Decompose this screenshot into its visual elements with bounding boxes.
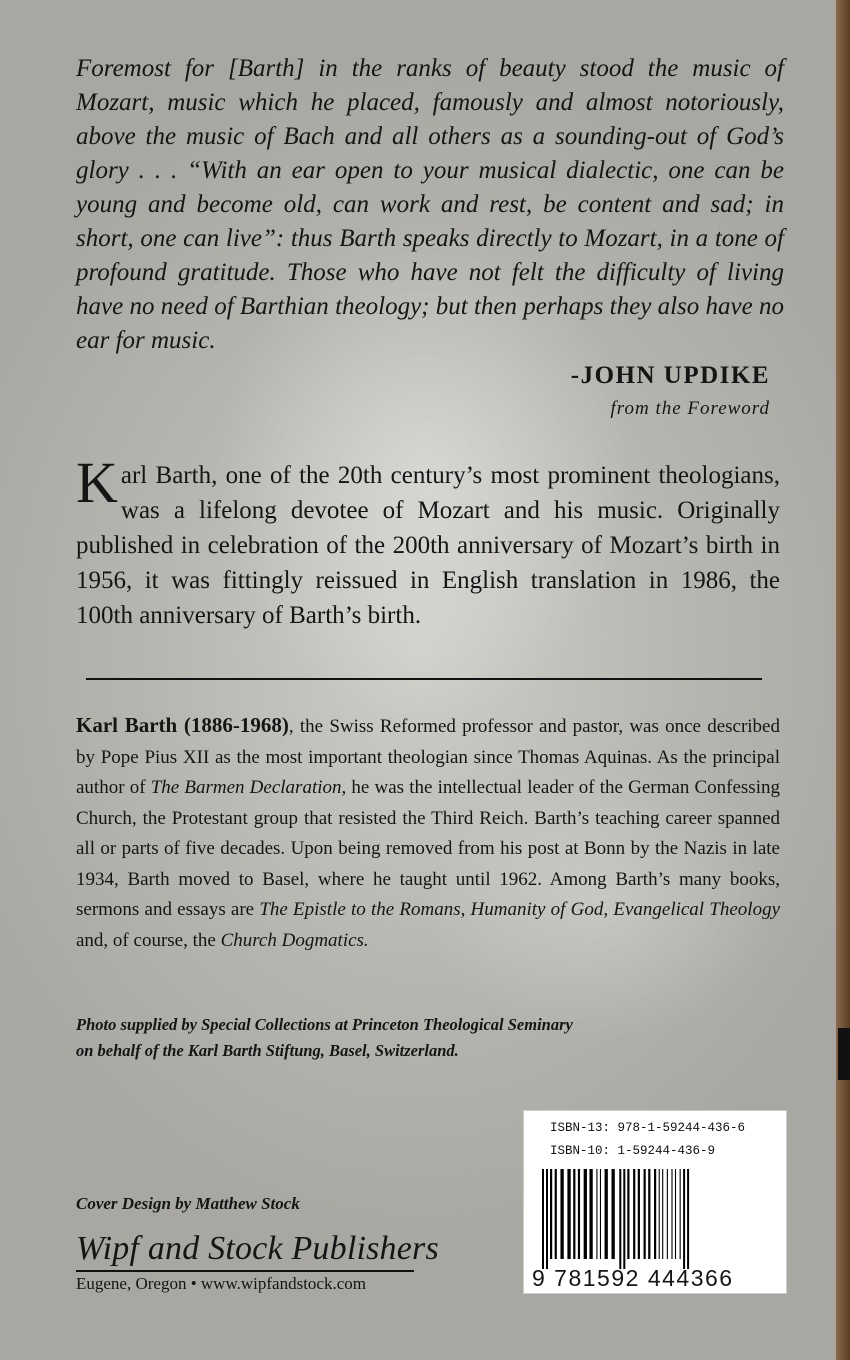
barcode-bar xyxy=(589,1169,592,1259)
barcode-bar xyxy=(573,1169,575,1259)
isbn-13: ISBN-13: 978-1-59244-436-6 xyxy=(550,1121,746,1135)
barcode-bar xyxy=(623,1169,625,1269)
bio-name: Karl Barth (1886-1968) xyxy=(76,713,289,737)
quote-source: from the Foreword xyxy=(610,398,770,419)
cover-design-credit: Cover Design by Matthew Stock xyxy=(76,1194,300,1213)
barcode-bar xyxy=(612,1169,615,1259)
isbn-10: ISBN-10: 1-59244-436-9 xyxy=(550,1144,716,1158)
barcode-bar xyxy=(671,1169,672,1259)
barcode-bar xyxy=(546,1169,548,1269)
barcode-bar xyxy=(596,1169,597,1259)
bio-text: , he was the intellectual leader of the German Confessing Church, the Protestant group that resisted the Third Reich. Barth’s teaching career spanned all or parts of five decades. Upon being removed from his post at Bonn by the Nazis in late 1934, Barth moved to Basel, where he taught until 1962. Among Barth’s many books, sermons and essays are xyxy=(76,777,780,920)
drop-cap: K xyxy=(76,450,118,515)
bio-text: and, of course, the xyxy=(76,929,221,951)
bio-work-title: Church Dogmatics. xyxy=(220,929,369,951)
barcode-panel xyxy=(523,1110,787,1294)
ean-digits: 9 781592 444366 xyxy=(532,1265,734,1291)
barcode-bar xyxy=(687,1169,689,1269)
author-bio xyxy=(76,710,780,956)
barcode-bar xyxy=(654,1169,656,1259)
bio-text: , the Swiss Reformed professor and pastor, was once described by Pope Pius XII as the most important theologian since Thomas Aquinas. As the principal author of xyxy=(76,716,780,798)
publisher-address: Eugene, Oregon • www.wipfandstock.com xyxy=(76,1274,366,1293)
updike-quote: Foremost for [Barth] in the ranks of beauty stood the music of Mozart, music which he placed, famously and almost notoriously, above the music of Bach and all others as a sounding-out of God’s glory . . . “With an ear open to your musical dialectic, one can be young and become old, can work and rest, be content and sad; in short, one can live”: thus Barth speaks directly to Mozart, in a tone of profound gratitude. Those who have not felt the difficulty of living have no need of Barthian theology; but then perhaps they also have no ear for music. xyxy=(76,55,784,354)
bio-text: , xyxy=(603,899,614,920)
barcode-bar xyxy=(560,1169,563,1259)
publisher-logo: Wipf and Stock Publishers xyxy=(76,1230,439,1267)
divider-rule xyxy=(86,678,762,680)
barcode-bar xyxy=(680,1169,681,1259)
spine-mark xyxy=(838,1028,850,1080)
barcode-bar xyxy=(627,1169,629,1259)
barcode-bar xyxy=(619,1169,621,1269)
barcode-bar xyxy=(633,1169,635,1259)
barcode-bar xyxy=(578,1169,580,1259)
barcode-bar xyxy=(550,1169,552,1259)
bio-text: , xyxy=(460,899,471,920)
bio-work-title: The Barmen Declaration xyxy=(150,777,342,798)
photo-credit xyxy=(76,1012,716,1064)
barcode-bar xyxy=(667,1169,668,1259)
barcode-bar xyxy=(555,1169,557,1259)
photo-credit-line: on behalf of the Karl Barth Stiftung, Basel, Switzerland. xyxy=(76,1041,459,1060)
quote-author: -JOHN UPDIKE xyxy=(570,362,770,389)
publisher-underline xyxy=(76,1270,414,1272)
barcode-bar xyxy=(605,1169,608,1259)
intro-paragraph xyxy=(76,450,780,633)
bio-work-title: The Epistle to the Romans xyxy=(259,899,461,920)
barcode-bar xyxy=(675,1169,676,1259)
barcode-bar xyxy=(638,1169,640,1259)
intro-text: arl Barth, one of the 20th century’s most prominent theologians, was a lifelong devotee of Mozart and his music. Originally published in celebration of the 200th anniversary of Mozart’s birth in 1956, it was fittingly reissued in English translation in 1986, the 100th anniversary of Barth’s birth. xyxy=(76,462,780,629)
bio-work-title: Humanity of God xyxy=(470,899,604,920)
spine-edge xyxy=(836,0,850,1360)
barcode-bar xyxy=(542,1169,544,1269)
barcode-bar xyxy=(644,1169,646,1259)
barcode-bar xyxy=(567,1169,570,1259)
barcode-bar xyxy=(659,1169,660,1259)
barcode-bar xyxy=(584,1169,587,1259)
barcode-bar xyxy=(683,1169,685,1269)
barcode-bar xyxy=(600,1169,601,1259)
bio-work-title: Evangelical Theology xyxy=(613,899,780,920)
barcode-bar xyxy=(662,1169,663,1259)
barcode-bars xyxy=(540,1169,772,1269)
photo-credit-line: Photo supplied by Special Collections at Princeton Theological Seminary xyxy=(76,1015,573,1034)
barcode-bar xyxy=(648,1169,650,1259)
